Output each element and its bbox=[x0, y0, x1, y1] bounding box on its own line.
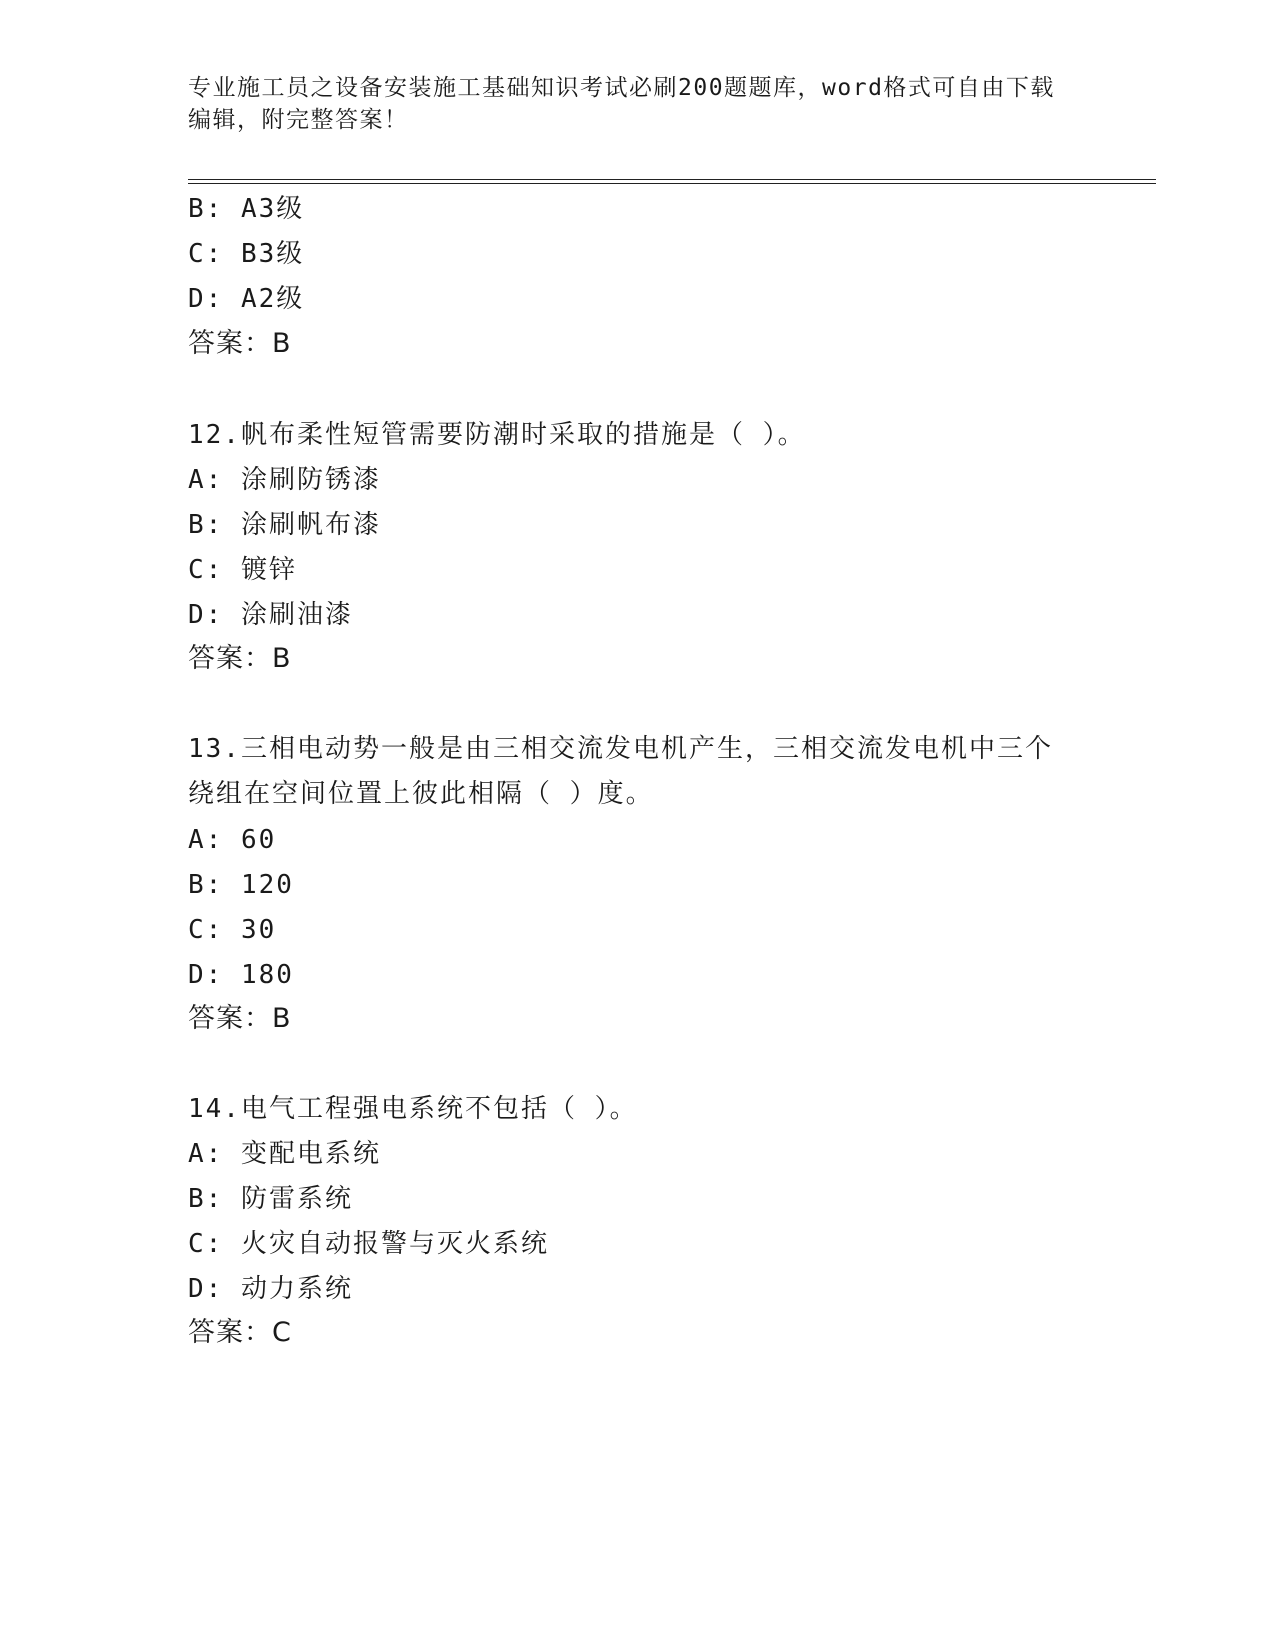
q11-answer: 答案：B bbox=[188, 328, 292, 359]
q13-stem-line-2: 绕组在空间位置上彼此相隔（ ）度。 bbox=[188, 779, 654, 809]
q13-option-d: D: 180 bbox=[188, 960, 294, 990]
q12-stem: 12.帆布柔性短管需要防潮时采取的措施是（ ）。 bbox=[188, 420, 806, 450]
document-header bbox=[188, 72, 1068, 136]
q12-option-d: D: 涂刷油漆 bbox=[188, 600, 353, 630]
q12-answer: 答案：B bbox=[188, 643, 292, 674]
q13-stem-line-1: 13.三相电动势一般是由三相交流发电机产生，三相交流发电机中三个 bbox=[188, 734, 1053, 764]
q14-stem: 14.电气工程强电系统不包括（ ）。 bbox=[188, 1094, 638, 1124]
header-line-2: 编辑，附完整答案！ bbox=[188, 107, 409, 133]
header-divider-bottom bbox=[188, 183, 1156, 184]
q13-option-c: C: 30 bbox=[188, 915, 277, 945]
q13-option-a: A: 60 bbox=[188, 825, 277, 855]
q11-option-c: C: B3级 bbox=[188, 239, 305, 269]
q13-answer: 答案：B bbox=[188, 1003, 292, 1034]
q14-option-a: A: 变配电系统 bbox=[188, 1139, 381, 1169]
q11-option-b: B: A3级 bbox=[188, 194, 305, 224]
q14-option-b: B: 防雷系统 bbox=[188, 1184, 353, 1214]
header-line-1: 专业施工员之设备安装施工基础知识考试必刷200题题库，word格式可自由下载 bbox=[188, 75, 1055, 101]
q14-option-c: C: 火灾自动报警与灭火系统 bbox=[188, 1229, 549, 1259]
q12-option-b: B: 涂刷帆布漆 bbox=[188, 510, 381, 540]
header-divider-top bbox=[188, 179, 1156, 180]
q14-answer: 答案：C bbox=[188, 1317, 292, 1348]
q14-option-d: D: 动力系统 bbox=[188, 1274, 353, 1304]
q11-option-d: D: A2级 bbox=[188, 284, 305, 314]
q13-option-b: B: 120 bbox=[188, 870, 294, 900]
q12-option-c: C: 镀锌 bbox=[188, 555, 297, 585]
q12-option-a: A: 涂刷防锈漆 bbox=[188, 465, 381, 495]
